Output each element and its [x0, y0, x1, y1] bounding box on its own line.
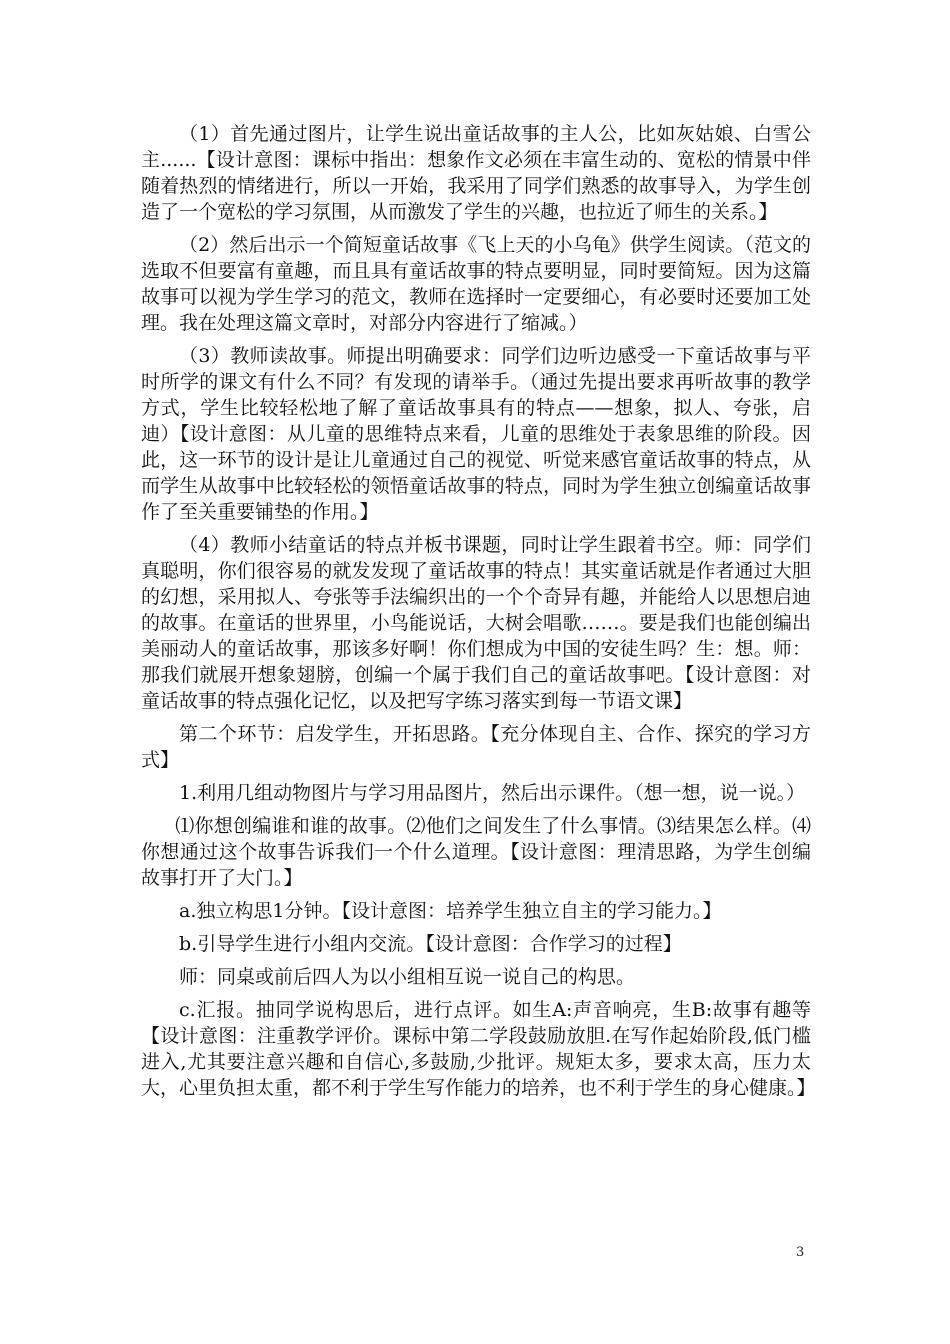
paragraph-step-2: （2）然后出示一个简短童话故事《飞上天的小乌龟》供学生阅读。（范文的选取不但要富有童趣，而且具有童话故事的特点要明显，同时要简短。因为这篇故事可以视为学生学习的范文，教师在选择时一定要细心，有必要时还要加工处理。我在处理这篇文章时，对部分内容进行了缩减。） — [141, 234, 811, 334]
paragraph-section-2-heading: 第二个环节：启发学生，开拓思路。【充分体现自主、合作、探究的学习方式】 — [141, 723, 811, 771]
paragraph-teacher-note: 师：同桌或前后四人为以小组相互说一说自己的构思。 — [179, 966, 636, 988]
body-text — [141, 121, 816, 1108]
paragraph-step-1: （1）首先通过图片，让学生说出童话故事的主人公，比如灰姑娘、白雪公主......【设计意图：课标中指出：想象作文必须在丰富生动的、宽松的情景中伴随着热烈的情绪进行，所以一开始，我采用了同学们熟悉的故事导入，为学生创造了一个宽松的学习氛围，从而激发了学生的兴趣，也拉近了师生的关系。】 — [141, 123, 811, 223]
paragraph-item-c: c.汇报。抽同学说构思后，进行点评。如生A:声音响亮，生B:故事有趣等 【设计意图：注重教学评价。课标中第二学段鼓励放胆.在写作起始阶段,低门槛进入,尤其要注意兴趣和自信心,多鼓励,少批评。规矩太多，要求太高，压力太大，心里负担太重，都不利于学生写作能力的培养，也不利于学生的身心健康。】 — [141, 999, 816, 1099]
paragraph-questions: ⑴你想创编谁和谁的故事。⑵他们之间发生了什么事情。⑶结果怎么样。⑷你想通过这个故事告诉我们一个什么道理。【设计意图：理清思路，为学生创编故事打开了大门。】 — [141, 815, 811, 889]
page-number: 3 — [796, 1245, 805, 1260]
paragraph-step-3: （3）教师读故事。师提出明确要求：同学们边听边感受一下童话故事与平时所学的课文有什么不同？有发现的请举手。（通过先提出要求再听故事的教学方式，学生比较轻松地了解了童话故事具有的特点——想象，拟人、夸张，启迪）【设计意图：从儿童的思维特点来看，儿童的思维处于表象思维的阶段。因此，这一环节的设计是让儿童通过自己的视觉、听觉来感官童话故事的特点，从而学生从故事中比较轻松的领悟童话故事的特点，同时为学生独立创编童话故事作了至关重要铺垫的作用。】 — [141, 345, 811, 523]
paragraph-item-1: 1.利用几组动物图片与学习用品图片，然后出示课件。（想一想，说一说。） — [179, 782, 806, 804]
paragraph-item-b: b.引导学生进行小组内交流。【设计意图：合作学习的过程】 — [179, 933, 682, 955]
paragraph-item-a: a.独立构思1分钟。【设计意图：培养学生独立自主的学习能力。】 — [179, 900, 722, 922]
paragraph-step-4: （4）教师小结童话的特点并板书课题，同时让学生跟着书空。师：同学们真聪明，你们很容易的就发发现了童话故事的特点！其实童话就是作者通过大胆的幻想，采用拟人、夸张等手法编织出的一个个奇异有趣，并能给人以思想启迪的故事。在童话的世界里，小鸟能说话，大树会唱歌……。要是我们也能创编出美丽动人的童话故事，那该多好啊！你们想成为中国的安徒生吗？生：想。师：那我们就展开想象翅膀，创编一个属于我们自己的童话故事吧。【设计意图：对童话故事的特点强化记忆，以及把写字练习落实到每一节语文课】 — [141, 534, 811, 712]
